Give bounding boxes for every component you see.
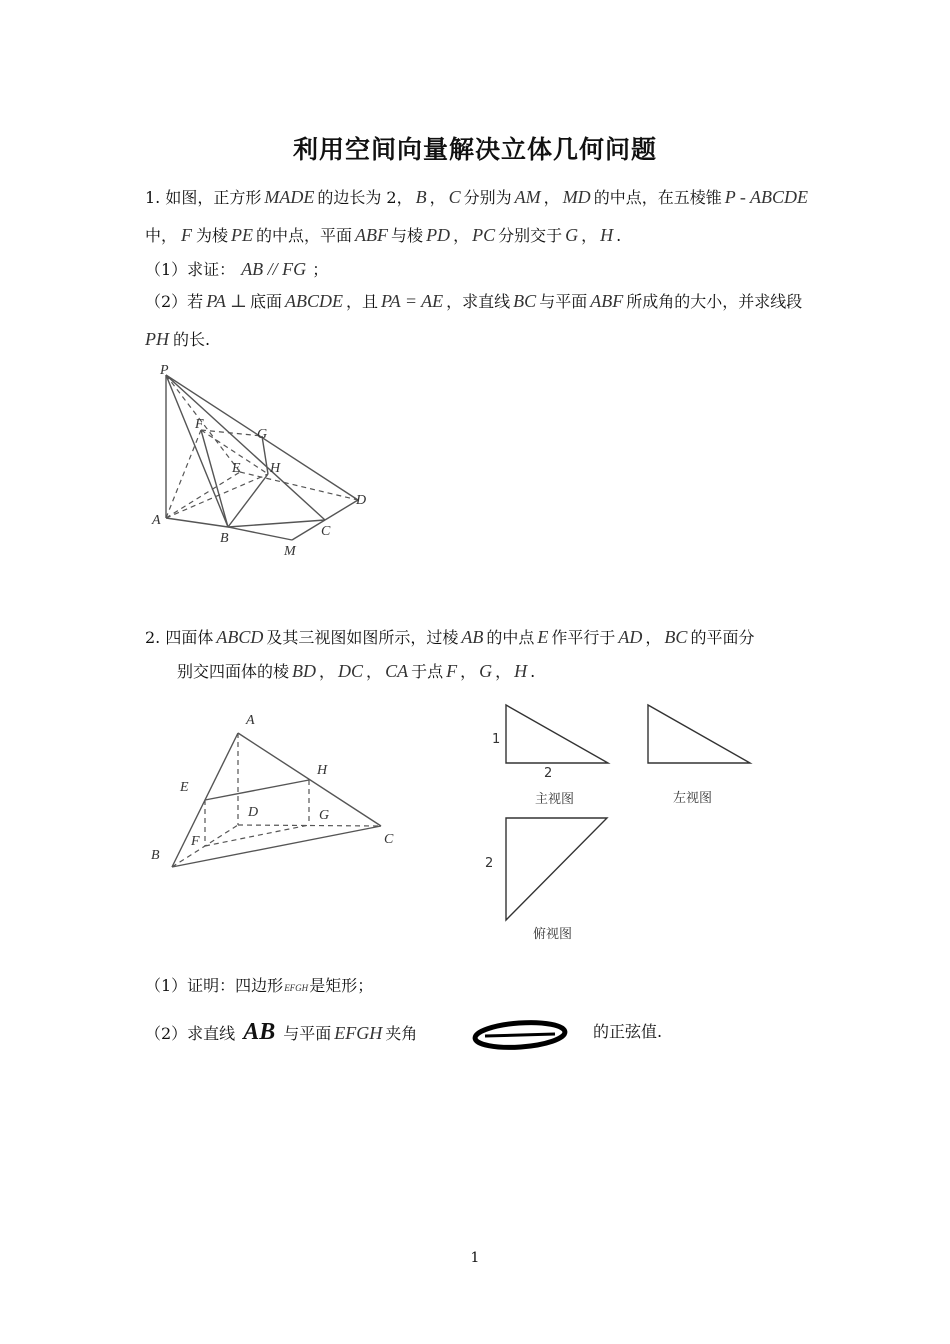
point-B: B: [220, 531, 229, 546]
svg-text:θ: θ: [470, 1018, 471, 1019]
point-F: F: [195, 417, 204, 432]
page-title: 利用空间向量解决立体几何问题: [292, 135, 657, 164]
point-A: A: [246, 713, 255, 728]
top-view-label: 俯视图: [533, 927, 573, 942]
point-P: P: [160, 363, 169, 378]
point-D: D: [248, 805, 259, 820]
q1-part2: （2）若 PA ⊥ 底面 ABCDE ，且 PA = AE ，求直线 BC 与平面 ABF 所成角的大小，并求线段: [145, 291, 803, 311]
point-E: E: [180, 780, 189, 795]
tetrahedron-figure: [145, 705, 405, 880]
q2-part2-tail: 的正弦值.: [593, 1022, 663, 1041]
q2-line1: 2. 四面体 ABCD 及其三视图如图所示，过棱 AB 的中点 E 作平行于 AD ， BC 的平面分: [145, 627, 755, 647]
point-B: B: [151, 848, 160, 863]
point-H: H: [270, 461, 281, 476]
point-D: D: [356, 493, 367, 508]
q2-part2: （2）求直线 AB 与平面 EFGH 夹角: [145, 1019, 418, 1045]
q1-part1: （1）求证： AB // FG ；: [145, 259, 329, 279]
point-G: G: [257, 427, 268, 442]
q1-line2: 中， F 为棱 PE 的中点，平面 ABF 与棱 PD ， PC 分别交于 G ， H .: [145, 225, 622, 245]
point-G: G: [319, 808, 330, 823]
point-F: F: [191, 834, 200, 849]
point-M: M: [284, 544, 296, 559]
q1-part2b: PH 的长.: [145, 329, 211, 349]
three-views-figure: [480, 695, 770, 945]
page-number: 1: [470, 1250, 480, 1266]
top-view-height: 2: [485, 856, 494, 871]
point-C: C: [321, 524, 331, 539]
q2-line2: 别交四面体的棱 BD ， DC ， CA 于点 F ， G ， H .: [177, 661, 536, 681]
q1-line1: 1. 如图，正方形 MADE 的边长为 2， B ， C 分别为 AM ， MD 的中点，在五棱锥 P - ABCDE: [145, 187, 809, 207]
front-view-height: 1: [492, 732, 501, 747]
side-view-label: 左视图: [673, 791, 713, 806]
point-E: E: [232, 461, 241, 476]
q2-part1: （1）证明：四边形EFGH是矩形；: [145, 976, 374, 995]
point-A: A: [152, 513, 161, 528]
pyramid-figure: [140, 360, 380, 560]
point-H: H: [317, 763, 328, 778]
theta-symbol: [470, 1018, 570, 1052]
front-view-width: 2: [544, 766, 553, 781]
point-C: C: [384, 832, 394, 847]
front-view-label: 主视图: [535, 792, 575, 807]
